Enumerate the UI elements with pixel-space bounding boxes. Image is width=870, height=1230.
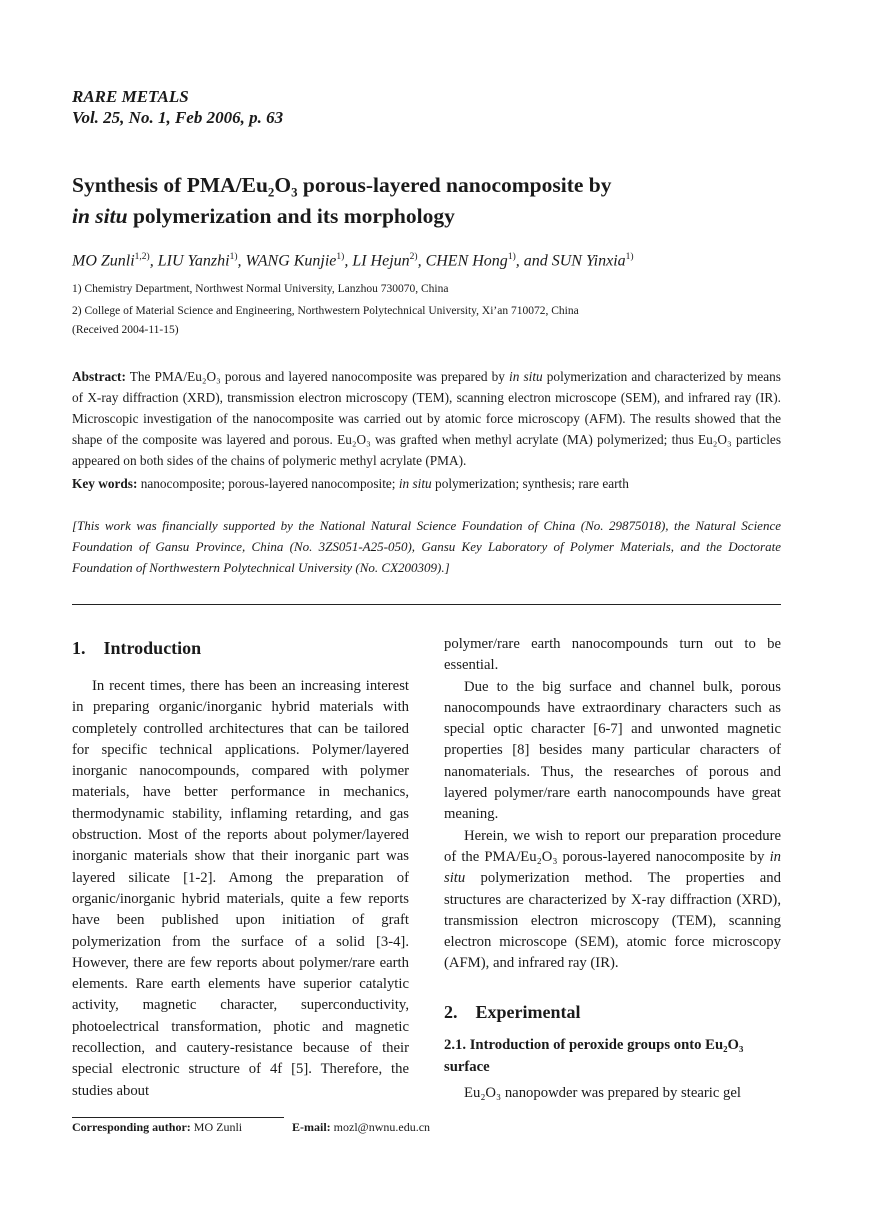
intro-paragraph: In recent times, there has been an increasing interest in preparing organic/inorganic hybrid materials with completely controlled architectures that can be tailored for specific technical applications. Polymer/layered inorganic nanocompounds, compared with polymer materials, have better performance in mechanics, thermodynamic stability, inflaming retarding, and gas obstruction. Most of the reports about polymer/layered inorganic materials show that their inorganic part was layered silicate [1-2]. Among the preparation of organic/inorganic hybrid materials, quite a few reports have been published upon initiation of graft polymerization from the surface of a solid [3-4]. However, there are few reports about polymer/rare earth elements. Rare earth elements have superior catalytic activity, magnetic character, superconductivity, photoelectrical transformation, photic and magnetic recollection, and cautery-resistance because of their special electronic structure of 4f [5]. Therefore, the studies about — [72, 678, 409, 1099]
section-divider — [72, 604, 781, 605]
title-line-1: Synthesis of PMA/Eu₂O₃ porous-layered nanocomposite by — [72, 173, 612, 197]
author-name: and SUN Yinxia — [523, 252, 626, 270]
intro-paragraph-2: Due to the big surface and channel bulk, porous nanocompounds have extraordinary characters such as special optic character [6-7] and unwonted magnetic properties [8] besides many particular characters of nanomaterials. Thus, the researches of porous and layered polymer/rare earth nanocompounds have great meaning. — [444, 678, 781, 823]
experimental-heading: 2. Experimental — [444, 1002, 581, 1022]
email-line: E-mail: mozl@nwnu.edu.cn — [292, 1120, 431, 1134]
author-list: MO Zunli$^{1,2)}$, LIU Yanzhi$^{1)}$, WANG Kunjie$^{1)}$, LI Hejun$^{2)}$, CHEN Hong$^{1)}$, and SUN Yinxia$^{1)}$ — [72, 252, 634, 270]
intro-paragraph-continued: polymer/rare earth nanocompounds turn out to be essential. — [444, 636, 781, 674]
subsection-heading: 2.1. Introduction of peroxide groups onto Eu₂O₃ surface — [444, 1037, 744, 1075]
corresponding-author-footer — [72, 1120, 431, 1135]
author-name: LIU Yanzhi — [157, 252, 230, 270]
keywords-label: Key words: — [72, 476, 138, 491]
journal-header — [72, 86, 283, 128]
footnote-rule — [72, 1117, 284, 1118]
author-name: CHEN Hong — [425, 252, 508, 270]
received-date: (Received 2004-11-15) — [72, 324, 179, 336]
keywords: Key words: nanocomposite; porous-layered nanocomposite; in situ polymerization; synthesis; rare earth — [72, 476, 629, 491]
left-column — [72, 676, 409, 1102]
affiliation-2: 2) College of Material Science and Engineering, Northwestern Polytechnical University, Xi’an 710072, China — [72, 305, 579, 317]
corresponding-label: Corresponding author: — [72, 1120, 191, 1134]
title-line-2: in situ polymerization and its morphology — [72, 204, 455, 228]
intro-heading: 1. Introduction — [72, 638, 202, 658]
author-name: MO Zunli — [72, 252, 135, 270]
email-address: mozl@nwnu.edu.cn — [330, 1120, 431, 1134]
paper-title — [72, 170, 792, 232]
affiliation-1: 1) Chemistry Department, Northwest Normal University, Lanzhou 730070, China — [72, 283, 449, 295]
intro-paragraph-3: Herein, we wish to report our preparation procedure of the PMA/Eu₂O₃ porous-layered nanocomposite by in situ polymerization method. The properties and structures are characterized by X-ray diffraction (XRD), transmission electron microscopy (TEM), scanning electron microscope (SEM), atomic force microscopy (AFM), and infrared ray (IR). — [444, 827, 781, 972]
author-name: WANG Kunjie — [245, 252, 337, 270]
abstract-label: Abstract: — [72, 369, 126, 384]
journal-issue: Vol. 25, No. 1, Feb 2006, p. 63 — [72, 108, 284, 127]
funding-note: [This work was financially supported by the National Natural Science Foundation of China (No. 29875018), the Natural Science Foundation of Gansu Province, China (No. 3ZS051-A25-050), Gansu Key Laboratory of Polymer Materials, and the Doctorate Foundation of Northwestern Polytechnical University (No. CX200309).] — [72, 518, 781, 575]
corresponding-name: MO Zunli — [190, 1120, 243, 1134]
experimental-paragraph: Eu₂O₃ nanopowder was prepared by stearic gel — [464, 1085, 741, 1101]
abstract: Abstract: The PMA/Eu₂O₃ porous and layered nanocomposite was prepared by in situ polymerization and characterized by means of X-ray diffraction (XRD), transmission electron microscopy (TEM), scanning electron microscope (SEM), and infrared ray (IR). Microscopic investigation of the nanocomposite was carried out by atomic force microscopy (AFM). The results showed that the shape of the composite was layered and porous. Eu₂O₃ was grafted when methyl acrylate (MA) polymerized; thus Eu₂O₃ particles appeared on both sides of the chains of polymeric methyl acrylate (PMA). — [72, 369, 781, 468]
right-column — [444, 634, 781, 975]
journal-name: RARE METALS — [72, 87, 189, 106]
author-name: LI Hejun — [352, 252, 410, 270]
